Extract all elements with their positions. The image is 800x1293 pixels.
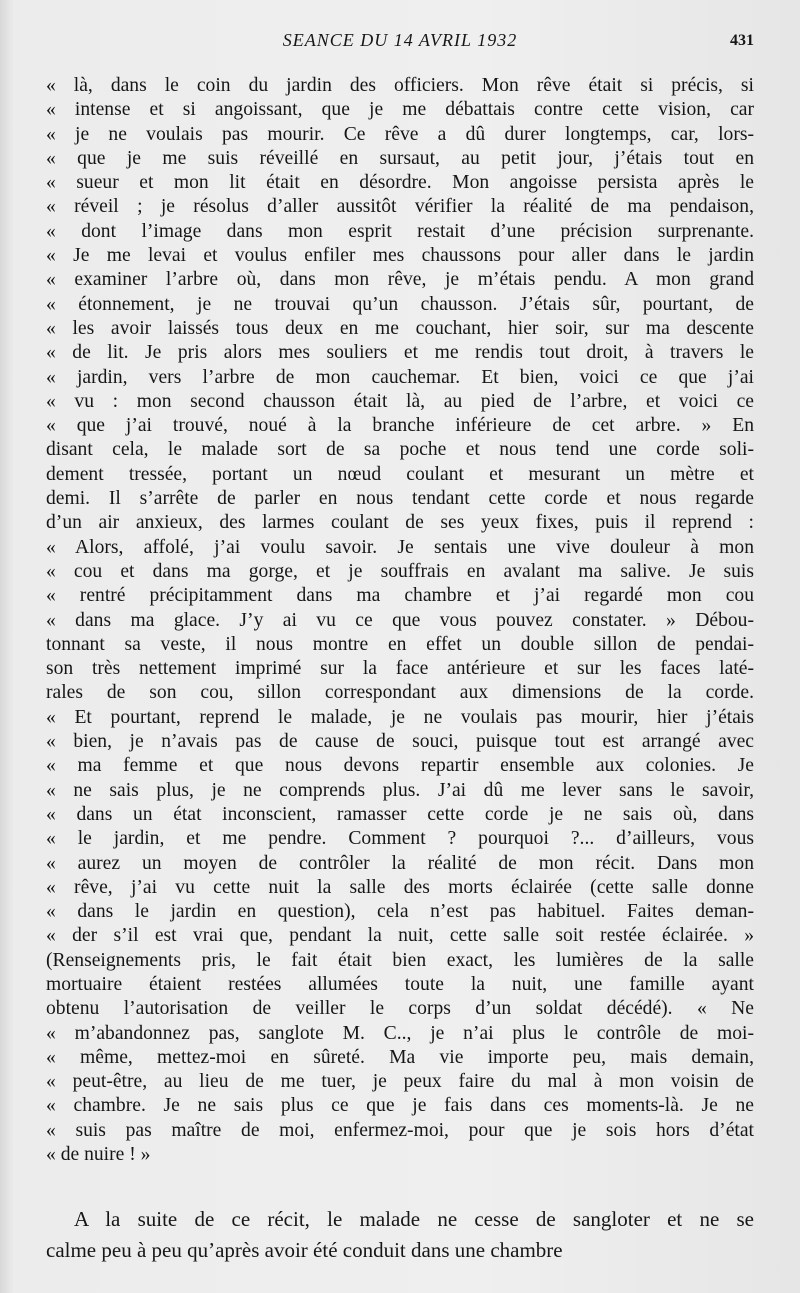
text-line: « vu : mon second chausson était là, au pied de l’arbre, et voici ce — [46, 390, 754, 412]
text-line: « peut-être, au lieu de me tuer, je peux faire du mal à mon voisin de — [46, 1071, 754, 1093]
text-line: A la suite de ce récit, le malade ne cesse de sangloter et ne se — [74, 1207, 754, 1231]
text-line: « que j’ai trouvé, noué à la branche inférieure de cet arbre. » En — [46, 415, 754, 437]
text-line: « dont l’image dans mon esprit restait d’une précision surprenante. — [46, 220, 754, 242]
text-line: « jardin, vers l’arbre de mon cauchemar. Et bien, voici ce que j’ai — [46, 366, 754, 388]
running-title: SEANCE DU 14 AVRIL 1932 — [282, 30, 518, 50]
text-line: « réveil ; je résolus d’aller aussitôt vérifier la réalité de ma pendaison, — [46, 196, 754, 218]
running-header — [46, 30, 754, 54]
text-line: « de nuire ! » — [46, 1144, 151, 1166]
text-line: « chambre. Je ne sais plus ce que je fais dans ces moments-là. Je ne — [46, 1095, 754, 1117]
text-line: « que je me suis réveillé en sursaut, au petit jour, j’étais tout en — [46, 147, 754, 169]
text-line: « Alors, affolé, j’ai voulu savoir. Je sentais une vive douleur à mon — [46, 536, 754, 558]
text-line: « rentré précipitamment dans ma chambre et j’ai regardé mon cou — [46, 585, 754, 607]
text-line: « là, dans le coin du jardin des officiers. Mon rêve était si précis, si — [46, 75, 754, 96]
text-line: (Renseignements pris, le fait était bien exact, les lumières de la salle — [46, 949, 754, 971]
text-line: « rêve, j’ai vu cette nuit la salle des morts éclairée (cette salle donne — [46, 876, 754, 898]
page-number: 431 — [730, 32, 754, 49]
text-line: « étonnement, je ne trouvai qu’un chausson. J’étais sûr, pourtant, de — [46, 293, 754, 315]
body-text — [46, 74, 754, 1167]
text-line: « intense et si angoissant, que je me débattais contre cette vision, car — [46, 99, 754, 121]
text-line: « ma femme et que nous devons repartir ensemble aux colonies. Je — [46, 755, 754, 777]
text-line: « Et pourtant, reprend le malade, je ne voulais pas mourir, hier j’étais — [46, 706, 754, 728]
text-line: disant cela, le malade sort de sa poche et nous tend une corde soli- — [46, 439, 754, 461]
text-line: « suis pas maître de moi, enfermez-moi, pour que je sois hors d’état — [46, 1119, 754, 1141]
text-line: « sueur et mon lit était en désordre. Mon angoisse persista après le — [46, 172, 754, 194]
text-line: « même, mettez-moi en sûreté. Ma vie importe peu, mais demain, — [46, 1046, 754, 1068]
text-line: « de lit. Je pris alors mes souliers et me rendis tout droit, à travers le — [46, 342, 754, 364]
text-line: « bien, je n’avais pas de cause de souci, puisque tout est arrangé avec — [46, 731, 754, 753]
text-line: « je ne voulais pas mourir. Ce rêve a dû durer longtemps, car, lors- — [46, 123, 754, 145]
text-line: d’un air anxieux, des larmes coulant de ses yeux fixes, puis il reprend : — [46, 512, 754, 534]
text-line: « les avoir laissés tous deux en me couchant, hier soir, sur ma descente — [46, 317, 754, 339]
text-line: rales de son cou, sillon correspondant aux dimensions de la corde. — [46, 682, 754, 704]
text-line: « examiner l’arbre où, dans mon rêve, je m’étais pendu. A mon grand — [46, 269, 754, 291]
text-line: « dans ma glace. J’y ai vu ce que vous pouvez constater. » Débou- — [46, 609, 754, 631]
text-line: calme peu à peu qu’après avoir été conduit dans une chambre — [46, 1238, 563, 1262]
text-line: son très nettement imprimé sur la face antérieure et sur les faces laté- — [46, 658, 754, 680]
text-line: « ne sais plus, je ne comprends plus. J’ai dû me lever sans le savoir, — [46, 779, 754, 801]
text-line: mortuaire étaient restées allumées toute la nuit, une famille ayant — [46, 973, 754, 995]
text-line: « le jardin, et me pendre. Comment ? pourquoi ?... d’ailleurs, vous — [46, 828, 754, 850]
text-line: tonnant sa veste, il nous montre en effet un double sillon de pendai- — [46, 633, 754, 655]
text-line: « aurez un moyen de contrôler la réalité de mon récit. Dans mon — [46, 852, 754, 874]
text-line: « dans un état inconscient, ramasser cette corde je ne sais où, dans — [46, 803, 754, 825]
text-line: obtenu l’autorisation de veiller le corps d’un soldat décédé). « Ne — [46, 998, 754, 1020]
text-line: « m’abandonnez pas, sanglote M. C.., je n’ai plus le contrôle de moi- — [46, 1022, 754, 1044]
text-line: demi. Il s’arrête de parler en nous tendant cette corde et nous regarde — [46, 488, 754, 510]
text-line: dement tressée, portant un nœud coulant et mesurant un mètre et — [46, 463, 754, 485]
closing-paragraph — [46, 1204, 754, 1266]
text-line: « Je me levai et voulus enfiler mes chaussons pour aller dans le jardin — [46, 245, 754, 267]
text-line: « der s’il est vrai que, pendant la nuit, cette salle soit restée éclairée. » — [46, 925, 754, 947]
text-line: « cou et dans ma gorge, et je souffrais en avalant ma salive. Je suis — [46, 560, 754, 582]
text-line: « dans le jardin en question), cela n’est pas habituel. Faites deman- — [46, 901, 754, 923]
